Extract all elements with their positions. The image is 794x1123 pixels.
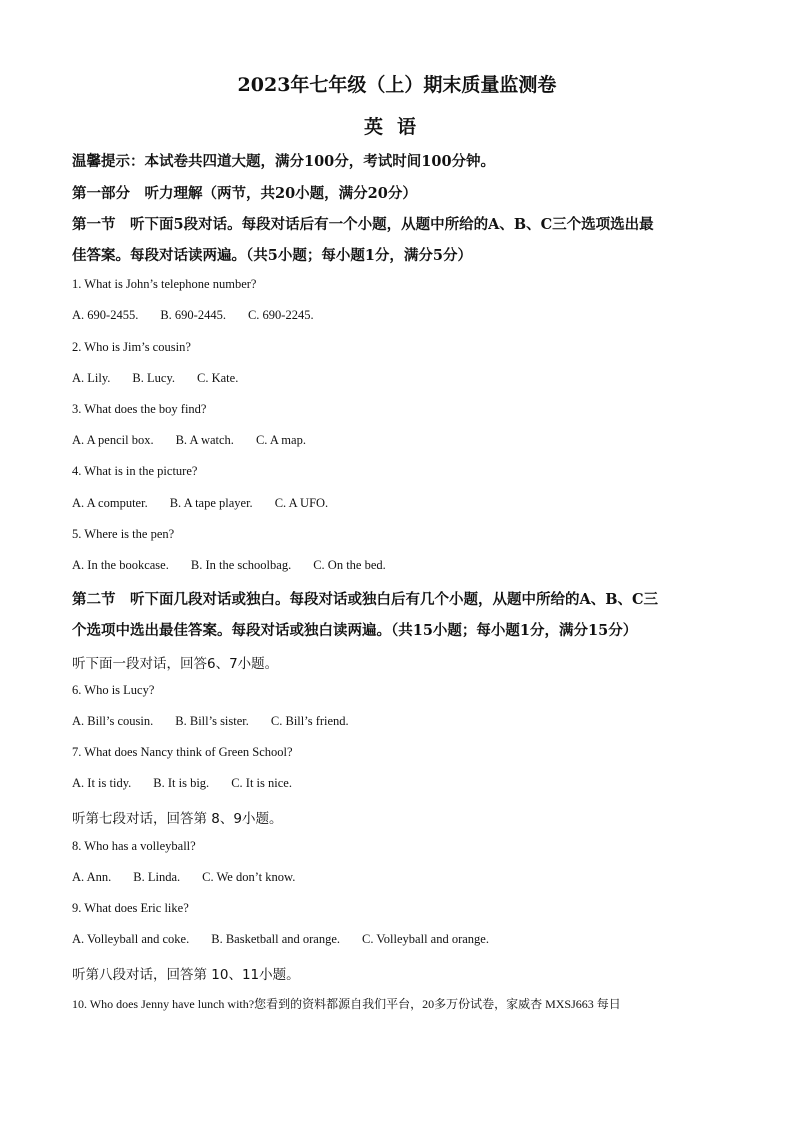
section2-instruction-line2: 个选项中选出最佳答案。每段对话或独白读两遍。（共15小题；每小题1分，满分15分）: [72, 622, 638, 639]
option-a: A. A computer.: [72, 496, 148, 510]
option-b: B. Linda.: [133, 870, 181, 884]
section1-instruction-line1: 第一节 听下面5段对话。每段对话后有一个小题，从题中所给的A、B、C三个选项选出最: [72, 216, 654, 233]
question-text: 5. Where is the pen?: [72, 527, 175, 541]
option-c: C. It is nice.: [231, 776, 292, 790]
question-text: 6. Who is Lucy?: [72, 683, 155, 697]
option-c: C. A map.: [255, 433, 306, 447]
question-text: 9. What does Eric like?: [72, 901, 189, 915]
question-options: [72, 433, 328, 448]
question-text: 7. What does Nancy think of Green School?: [72, 745, 293, 759]
dialogue-instruction: 听下面一段对话，回答6、7小题。: [72, 656, 279, 672]
option-c: C. On the bed.: [313, 558, 386, 572]
option-b: B. A tape player.: [169, 496, 253, 510]
option-b: B. Basketball and orange.: [211, 932, 341, 946]
section2-instruction-line1: 第二节 听下面几段对话或独白。每段对话或独白后有几个小题，从题中所给的A、B、C三: [72, 591, 659, 608]
dialogue-instruction: 听第七段对话，回答第 8、9小题。: [72, 811, 283, 827]
question-text: 2. Who is Jim’s cousin?: [72, 340, 191, 354]
question-options: [72, 714, 371, 729]
option-a: A. A pencil box.: [72, 433, 154, 447]
question-text: 3. What does the boy find?: [72, 402, 207, 416]
part1-heading: 第一部分 听力理解（两节，共20小题，满分20分）: [72, 185, 417, 202]
exam-title: 2023年七年级（上）期末质量监测卷: [237, 74, 557, 96]
question-options: [72, 371, 260, 386]
option-a: A. Bill’s cousin.: [72, 714, 154, 728]
notice: 温馨提示：本试卷共四道大题，满分100分，考试时间100分钟。: [72, 153, 496, 170]
option-b: B. 690-2445.: [160, 308, 226, 322]
question-options: [72, 776, 314, 791]
question-options: [72, 870, 317, 885]
question-text: 8. Who has a volleyball?: [72, 839, 196, 853]
option-c: C. 690-2245.: [247, 308, 314, 322]
question-options: [72, 558, 408, 573]
option-c: C. Bill’s friend.: [270, 714, 349, 728]
option-a: A. Volleyball and coke.: [72, 932, 190, 946]
question-options: [72, 496, 350, 511]
option-b: B. It is big.: [153, 776, 210, 790]
option-b: B. Bill’s sister.: [175, 714, 249, 728]
question-text: 1. What is John’s telephone number?: [72, 277, 257, 291]
dialogue-instruction: 听第八段对话，回答第 10、11小题。: [72, 967, 300, 983]
option-a: A. Lily.: [72, 371, 111, 385]
question-text: 4. What is in the picture?: [72, 464, 198, 478]
subject-title: 英语: [363, 116, 430, 138]
option-b: B. Lucy.: [132, 371, 176, 385]
option-c: C. Kate.: [197, 371, 239, 385]
option-b: B. In the schoolbag.: [190, 558, 292, 572]
option-c: C. Volleyball and orange.: [362, 932, 489, 946]
option-b: B. A watch.: [175, 433, 234, 447]
option-c: C. We don’t know.: [202, 870, 296, 884]
question-options: [72, 932, 511, 947]
option-a: A. Ann.: [72, 870, 112, 884]
option-c: C. A UFO.: [274, 496, 329, 510]
option-a: A. In the bookcase.: [72, 558, 169, 572]
option-a: A. 690-2455.: [72, 308, 139, 322]
question-text: 10. Who does Jenny have lunch with?您看到的资料都源自我们平台，20多万份试卷，家威杏 MXSJ663 每日: [72, 997, 621, 1011]
section1-instruction-line2: 佳答案。每段对话读两遍。（共5小题；每小题1分，满分5分）: [72, 247, 473, 264]
question-options: [72, 308, 336, 323]
option-a: A. It is tidy.: [72, 776, 132, 790]
